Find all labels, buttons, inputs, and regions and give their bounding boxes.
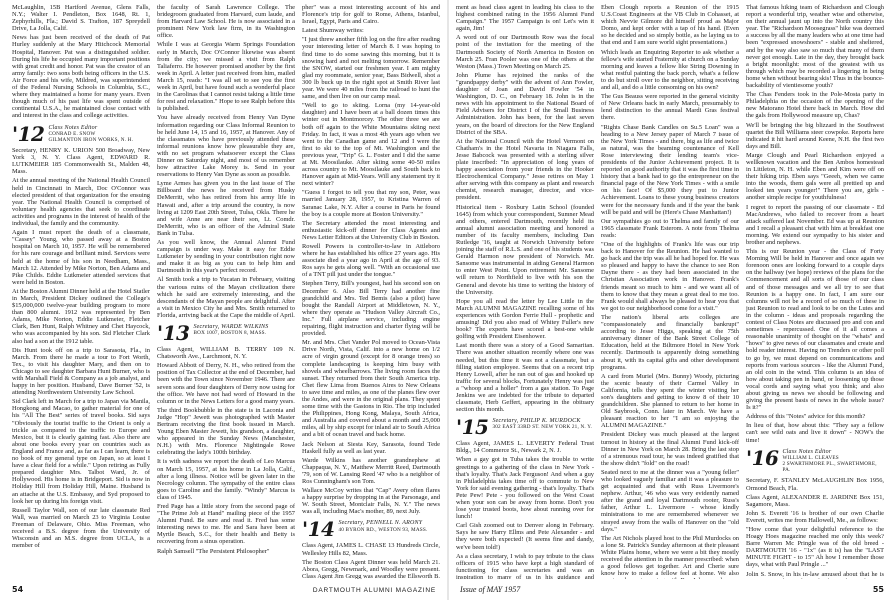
page-number: 55 (872, 585, 884, 594)
class-header-1916 (746, 445, 884, 474)
paragraph: At the National Council with the Hotel Vermont on Chatham's in the Hotel Navaria in Niagara Falls, Jesse Babcock was presented with a sterling silver plate inscribed: "In appreciation of long years of happy association from your friends in the Hooker Electrochemical Company." Jesse retires on May 1 after serving with this company as plant and research chemist, research manager, director, and vice-president. (456, 137, 594, 202)
class-officers: Secretary, PENNELL N. ARONY 40 BYRON RD., WESTON 93, MASS. (338, 520, 428, 533)
left-col-1 (12, 4, 150, 579)
paragraph: pher" was a most interesting account of his and Florence's trip for golf to Rome, Athens, Istanbul, Israel, Egypt, Paris and Cairo. (302, 4, 440, 26)
paragraph: The Art Nichols played host to the Phil Murdocks on a lone St. Patrick's Sunday afternoon at their pleasant White Plains home, where we were a bit they mostly received the attention in the manner prescribed: when a good fellows get together. Art and Cherie sure know how to make a fellow feel at home. We also (601, 534, 739, 578)
right-columns (456, 4, 884, 579)
paragraph: Again I must report the death of a classmate, "Cassey" Young, who passed away at a Boston hospital on March 10, 1957. He will be remembered for his rare courage and brilliant mind. Services were held at the home of his son in Needham, Mass., March 12. Attended by Mike Norton, Ben Adams and Pike Childs. Eddie Lutkmeier attended services that were held in Boston. (12, 229, 150, 286)
class-year: '14 (302, 517, 335, 542)
paragraph: As you well know, the Annual Alumni Fund campaign is under way. Make it easy for Eddie Lutkmeier by sending in your contribution right now and make it as big as you can to help him and Dartmouth in this year's perfect record. (157, 239, 295, 275)
paragraph: Dis Hunt took off on a trip to Sarasota, Fla., in March. From there he made a tour to Fort Worth, Tex., to visit his daughter Mary, and then on to Chicago to see daughter Barbara Hunt Burner, who is with Marshall Field & Company as a job analyst, and happy in her position. Husband, Dave Burner '52, is attending Northwestern University Law School. (12, 346, 150, 397)
paragraph: the faculty of Sarah Lawrence College. The bridegroom graduated from Harvard, cum laude, and from Harvard Law School. He is now associated in a prominent New York law firm, in its Washington office. (157, 4, 295, 40)
paragraph: Russell Taylor Wall, son of our late classmate Red Wall, was married on March 23 to Virginia Louise Freeman of Delaware, Ohio. Miss Freeman, who received a B.S. degree from the University of Wisconsin and an M.S. degree from UCLA, is a member of (12, 506, 150, 550)
paragraph: Historical item - Roxbury Latin School (founded 1645) from which your correspondent, Sumner Mead and others, entered Dartmouth, recently held its annual alumni association meeting and honored a number of its faculty members, including Dan Rutledge '16, taught at Norwich University before joining the staff of R.L.S. and one of his students was Gerald Harmon now president of Norwich. Mr. Sansome was instrumental in aiding General Harmon to enter West Point. Upon retirement Mr. Sansome will return to Northfield to live with his son the General and devote his time to writing the history of the University. (456, 203, 594, 296)
paragraph: At the Boston Alumni Dinner held at the Hotel Statler in March, President Dickey outlined the College's $15,000,000 twelve-year building program to more than 800 alumni. 1912 was represented by Ben Adams, Mike Norton, Eddie Lutkmeier, Fletcher Clark, Ben Hunt, Ralph Whitney and Chet Haycock, who was accompanied by his son. Sid Fletcher Clark also had a son at the 1912 table. (12, 287, 150, 345)
paragraph: "Guess I forgot to tell you that my son, Peter, was married January 28, 1957, to Kristina Warren of Saranac Lake, N.Y. After a course in Paris he found the boy is a couple more at Boston University." (302, 189, 440, 218)
paragraph: Rowell Powers is controller-to-law in Attleboro where he has established his office 27 years ago. His associate died a year ago in April at the age of 93. Ros says he gets along well. "With an occasional use of a TNT pill just under the tongue." (302, 243, 440, 279)
paragraph: Carl Gish zoomed out to Denver along in February. Says he saw Harry Ellms and Pete Alexander - and they were both expected! (It seems fine and dandy, we've been told!) (456, 522, 594, 551)
class-officers: Secretary, WARDE WILKINS BOX 1007, BOSTON 8, MASS. (193, 324, 269, 337)
class-year: '12 (12, 121, 45, 146)
paragraph: "How come that your delightful reference to the Hoagy Hoes magazine reached me only this week? Barre Warren Mc Pringle was of the old breed - DARTMOUTH '16 - "1x" (as it is) has the "LAST MINUTE FIGHT - to 15" Ah how I remember those days, what with Paul Pringle ..." (746, 526, 884, 569)
paragraph: Which leads an Enquiring Reporter to ask whether a fellow's wife started Fraternity at church on a Sunday morning and leaves a fellow like String Downing in what restful painting the back porch, what's a fellow to do but stroll over to the neighbor, sitting receiving and all, and do a little consoming on his own? (601, 48, 739, 92)
paragraph: "Well to go to skiing. Lorna (my 14-year-old daughter) and I have been at a ball dozen times this winter out in Montmorcey. The other three we are both off again to the White Mountains skiing next Friday. In fact, it was a most 4th years ago when we went to the Canadian game and 12 and I were the first to ski to the top of Mt. Washington and the previous year, "Trip" G. L. Foster and I did the same at Mt. Moosilauke. After skiing some 40-50 miles across country to Mt. Moosilauke and South back to Hanover again at Mid-Years. Will any statement try it next winter? (302, 102, 440, 188)
class-officers: Class Notes Editor WILLIAM L. CLEAVES 2 SWARTHMORE PL., SWARTHMORE, PA. (782, 448, 877, 474)
secretary-block: Secretary, F. STANLEY McLAUGHLIN Box 1956, Ormond Beach, Fla. (746, 477, 884, 492)
class-header-1915 (456, 415, 594, 440)
paragraph: John Plume has rejoined the ranks of the "grandpappy derby" with the advent of Ann Fowler, daughter of Joan and David Fowler '54 in Washington, D. C., on February 18. John is in the news with his appointment to the National Board of Field Advisers for District I of the Small Business Administration. John has been, for the last seven years, on the board of directors for the New England District of the SBA. (456, 71, 594, 136)
right-col-2 (601, 4, 739, 579)
paragraph: Mr. and Mrs. Chet Vander Pol moved to Ocean-Vista Drive North, Vista, Calif. into a new home on 1/2 acre of virgin ground (except for 8 orange trees) so complete landscaping is keeping him busy with shovels and wheelbarrows. The living room faces the sunset. They returned from their South America trip. Chet flew Lima from Buenos Aires to New Orleans to save time and miles, as one of the planes flew over the Andes, and were in the original plans. They spent some time with the Gastons in Rio. The trip included the Philippines, Hong Kong, Malaya, South Africa, and Australia and covered about a month and 25,000 miles, all by ship except for inland air to South Africa and a bit of ocean travel and back home. (302, 339, 440, 439)
paragraph: As a class secretary, I wish to pay tribute to the class officers of 1915 who have kept a high standard of functioning for class secretaries and was an inspiration to many of us in his guidance and (456, 552, 594, 579)
paragraph: "I just threw another fifth log on the fire after reading your interesting letter of March 8. I was hoping to find time to do some sawing this morning, but it is snowing hard and not melting tomorrow. Remember the SNOW, started our freshmen year. I am mighty glad my roommate, senior year, Bass Bidwell, shot a 300 lb buck up in the right spot at Smith River last year. We were 40 miles from the railroad to hunt the same, and then live on our camp meal. (302, 36, 440, 101)
paragraph: Jolin S. Snow, in his in-law amused about that he is (746, 570, 884, 578)
paragraph: Warde Wilkins has another grandnephew at Chappaqua, N. Y., Matthew Merritt Reed, Dartmouth '79, son of W. Lansing Reed '47 who is a neighbor of Ros Cunningham's son Tom. (302, 456, 440, 485)
left-footer (12, 585, 436, 594)
magazine-title: DARTMOUTH ALUMNI MAGAZINE (312, 587, 436, 594)
left-col-2 (157, 4, 295, 579)
paragraph: I regret to report the passing of our classmate - Ed MacAndrews, who failed to recover from a heart attack suffered last November. Ed was up at Reunion and I recall a pleasant chat with him at breakfast one morning. We extend our sympathy to his sister and brother and nephews. (746, 203, 884, 246)
paragraph: When a gay got in Tuba takes the trouble to write greetings to a gathering of the class in New York - that's loyalty. That's Jack Ferguson! And when a guy in Philadelphia takes time off to commute to New York for said evening gathering - that's loyalty. That's Pete Pew! Pete - you followed on the West Coast when your son can be away from home. Don't you lose your trusted boots, how about running over for lunch! (456, 456, 594, 521)
paragraph: The Chas Fenders took in the Pole-Mosta party in Philadelphia on the occasion of the opening of the new Matorano Hotel there back in March. How did the gals from Hollywood measure up, Chas? (746, 91, 884, 120)
class-year: '15 (456, 415, 489, 440)
paragraph: Al Smith took a trip to Yucatan in February, visiting the various ruins of the Mayan civilization there which he said are extremely interesting, and the descendants of the Mayan people are delightful. After a visit in Mexico City he and Mrs. Smith returned to Florida, arriving back at the Cape the middle of April. (157, 276, 295, 319)
paragraph: News has just been received of the death of Pat Hurley suddenly at the Mary Hitchcock Memorial Hospital, Hanover. Pat was a distinguished soldier. During his life he occupied many important positions with great credit and honor. Pat was the creator of an army family: two sons both being officers in the U.S. Air Force and his wife, Mildred, was superintendent of the Federal Nursing Schools in Columbia, S.C., where they maintained a home for many years. Even though much of his past life was spent outside of continental U.S.A., he maintained close contact with and interest in the class and college activities. (12, 34, 150, 120)
right-page (448, 0, 896, 600)
paragraph: President Dickey was much pleased at the largest turnout in history at the final Alumni Fund kick-off Dinner in New York on March 28. Bring the last stop of a strenuous road tour, he was indeed gratified that the show didn't "fold" on the road! (601, 431, 739, 467)
paragraph: Wallace McCoy writes that "Cap" Avery often flares a happy surprise by dropping in at the Parsonage, and W. South Street, Montclair Falls, N. Y." The news was all, including Mac's mother, 89, next July. (302, 487, 440, 516)
paragraph: Ralph Samsell "The Persistent Philosopher" (157, 547, 270, 555)
paragraph: John S. Everett '16 is brother of our own Charlie Everett, writes me from Hallowell, Me., as follows: (746, 509, 884, 524)
class-header-1913 (157, 321, 295, 346)
paragraph: It is with sadness we report the death of Leo Marcus on March 15, 1957, at his home in La Jolla, Calif., after a long illness. Notice will be given later in the Necrology column. The sympathy of the entire class goes to Caroline and the family. "Windy" Marcus is class of 1945. (157, 458, 295, 501)
paragraph: Our sympathies go out to Thelma and family of our 1965 classmate Frank Esterom. A note from Thelma reads: (601, 217, 739, 239)
paragraph: A word out of our Dartmouth Row was the focal point of the invitation for the meeting of the Dartmouth Society of North America in Boston on March 25. Fran Pooler was one of the others at the Weston (Mass.) Town Meeting on March 25. (456, 34, 594, 70)
class-officers: Secretary, PHILIP K. MURDOCK 302 EAST 33RD ST. NEW YORK 21, N. Y. (492, 418, 592, 431)
paragraph: The nation's liberal arts colleges are "compassionately and financially bankrupt" according to Jesse Higgs, speaking at the 75th anniversary dinner of the Bank Street College of Education, held at the Biltmore Hotel in New York recently. Dartmouth is apparently doing something about it, with its capital gifts and other development programs. (601, 313, 739, 371)
paragraph: This is our Reunion year - the Class of Forty Morning Will be held in Hanover and once again we forenoon ones are looking forward to a couple days on the hallway (we hope) reviews of the plans for the Commencement and all sorts of those of our class and of those messages and we all try to see that Reunion is a happy one. In fact, I am sure our columns will not be a record of so much of these in just Reunion to read and look to be on the Lutes and in the column - ideas and proposals regarding the contest of Class Notes are discussed pro and con and sometimes - repercussed. One of it all comes a reasonable unanimity of thought on the "whats" and "hows" to give news of our classmates and create and hold reader interest. Having no Trenders or other poll to go by, we must depend on communications and reports from various sources - like the Alumni Fund, an old coin in the wind. This column is an idea of how about taking pen in hand, or loosening up those vocal cords and saying what you think; and also about giving us news we should be following and giving the present basis of news in the whole issue? Is it?" (746, 248, 884, 412)
paragraph: McLaughlin, 15B Hartford Avenue, Glens Falls, N.Y.; Walter I. Pendleton, Box 1648, Rt. 1, Zephyrhills, Fla.; David S. Trafton, 187 Spreydell Drive, La Jolla, Calif. (12, 4, 150, 33)
paragraph: Fred Page has a little story from the second page of "The Prime Job at Hand" mailing piece of the 1957 Alumni Fund. Be sure and read it. Fred has some interesting news to me. He and Sara have been at Myrtle Beach, S.C., for their health and Betty is recovering from a sinus operation. (157, 503, 295, 546)
paragraph: The Boston Class Agent Dinner was held March 21. Abora, Gregg, Newmark, and Woodley were present. Class Agent Jim Gregg was awarded the Ellsworth B. (302, 558, 440, 579)
class-header-1912 (12, 121, 150, 146)
paragraph: At the annual meeting of the National Health Council held in Cincinnati in March, Doc O'Connor was elected president of that organization for the ensuing year. The National Health Council is comprised of voluntary health agencies that seek to coordinate activities and programs in the interest of health of the individual, the family and the community. (12, 177, 150, 228)
paragraph: Sid Clark left in March for a trip to Japan via Manila, Hongkong and Macao, to gather material for one of his "All The Best" series of travel books. Sid says "Obviously the tourist traffic to the Orient is only a trickle as compared to the traffic to Europe and Mexico, but it is clearly gaining fast. Also there are about one books every year on countries such as England and France and, as far as I can learn, there is no book of my general type on Japan, so at least I have a clear field for a while." Upon retiring as Fully prepared daughter Mrs. Talbot Ward, Jr. of Hollywood. His home is in Bridgeport. Sid is now in Holiday Hill from Holiday Hill, Maine. Husband is an attache at the U.S. Embassy, and Syd proposed to look her up during his foreign visit. (12, 398, 150, 505)
paragraph: The Gus Beauss were reported in the general vicinity of New Orleans back in early March, presumably to lend distinction to the annual Mardi Gras festival there. (601, 93, 739, 122)
paragraph: "Rights Chase Bank Candles on Su.5 Loan" was a heading to a New Jersey paper of March 7 issue of the New York Times - and there, big as life and twice as natural, was the beaming countenance of Kell Rose interviewing their lending team's vice-presidents of the Junior Achievement project. It is reported on good authority that it was the first time in history that a bank had to go the entrepreneur on the financial page of the New York Times - with a smile on his face! Of $5,000 they put to Junior Achievement. Loans to these young business creators were for the necessary funds and if the year the bank will be paid and will be (Here's Chase Manhattan!) (601, 123, 739, 216)
secretary-block: Secretary, HENRY K. URION 500 Broadway, New York 3, N. Y. Class Agent, EDWARD R. LUTKMEIER 185 Commonwealth St., Malden 48, Mass. (12, 147, 150, 176)
paragraph: "One of the highlights of Frank's life was our trip back to Hanover for the Reunion. He had wanted to go back and the trip was all he had hoped for. He was so pleased and happy to have the chance to see Ron Dayne there - as they had been associated in the Christian Association work in Hanover. Frank's friends meant so much to him - and we want all of them to know that they mean a great deal to me too. Frank would shall always be pleased to hear you that we got to our neighborhood come for a visit." (601, 241, 739, 312)
paragraph: The Secretary attended the most interesting and enthusiastic kick-off dinner for Class Agents and News Letter Editors at the University Club in Boston. (302, 219, 440, 241)
paragraph: Eben Clough reports a Reunion of the 1915 U.S.Coast Engineers at the VB Club in Cohasset, at which Nevvie Gilmore did himself proud as Major Domo, and kept order with a tap of his hand. (Even so he decided and so simply bottle, as he laying us to that end and I am sure world sight presentations.) (601, 4, 739, 47)
class-year: '13 (157, 321, 190, 346)
paragraph: ment as head class agent in leading his class to the highest combined rating in the 1956 Alumni Fund Campaign." The 1957 Campaign is on! Let's win it again, Jim! (456, 4, 594, 33)
paragraph: You have already received from Henry Van Dyne information regarding our Class Informal Reunion to be held June 14, 15 and 16, 1957, at Hanover. Any of the classmates who have previously attended these informal reunions know how pleasurable they are, with no set program whatsoever except the Class Dinner on Saturday night, and most of us remember how attractive Lake Morey is. Send in your reservations to Henry Van Dyne as soon as possible. (157, 114, 295, 179)
paragraph: Latest Shumway writes: (302, 27, 364, 35)
class-year: '16 (746, 445, 779, 470)
class-header-1914 (302, 517, 440, 542)
paragraph: While I was at Georgia Warm Springs Foundation early in March, Doc O'Connor likewise was absent from the city; we missed a visit from Ralph Taliaferro. He however promised another by the first week in April. A letter just received from him, mailed March 15, reads: "I was all set to see you the first week in April, but have found such a wonderful place in the Carolinas that I cannot resist taking a little time for rest and relaxation." Hope to see Ralph before this is published. (157, 41, 295, 113)
issue-label: Issue of MAY 1957 (460, 585, 521, 594)
paragraph: We'll be bringing the big blizzard in the Southwest quartet the Bill Williams steer cowpoke. Reports here indicated it hit hard around Keene, N.H. the first two days and Bill. (746, 121, 884, 150)
right-footer (460, 585, 884, 594)
paragraph: Last month there was a story of a Good Samaritan. There was another situation recently where one was needed, but this time it was not a classmate, but a filling station employee. Seems that on a recent trip Henry Lowell, after he ran out of gas and hooked up traffic for several blocks, Fortunately Henry was just a "whoop and a holler" from a gas station. To Page Jenkins we are indebted for the tribute to departed classmate, Herb Geffert, appearing in the obituary section this month. (456, 342, 594, 414)
paragraph: Jack Nelson at Siesta Key, Sarasota, found Tede Haskell fully as well as last year. (302, 440, 440, 455)
paragraph: Howard Abbott of Derry, N. H., who retired from the position of Tax Collector at the end of December, had been with the Town since November 1946. There are seven sons and four daughters of Derry now using for the office. We have not had word of Howard in the column or in the News Letters for a good many years. (157, 362, 295, 405)
paragraph: Lyme Armes has given you in the last issue of The Billboard the news he received from Husky DeMerritt, who has retired from his army life in Hawaii and, after a trip around the country, is now living at 1209 East 20th Street, Tulsa, Okla. There he and wife Anne are near their son, Lt. Comdr. DeMerritt, who is an officer of the Admiral State Bank in Tulsa. (157, 180, 295, 237)
paragraph: A card from Muriel (Mrs. Bunny) Woody, picturing the scenic beauty of their Carmel Valley in California, tells they spent the winter visiting her son's daughters and getting to know 8 of their 10 grandchildren. She planned to return to her home in Old Saybrook, Conn. later in March. We have a pleasant reaction to her "I am so enjoying the ALUMNI MAGAZINE." (601, 372, 739, 430)
agent-block: Class Agent, ALEXANDER E. JARDINE Box 151, Sagamore, Mass. (746, 493, 884, 508)
paragraph: The third Bookbubble in the state is in Laconia and Judge "Hop" Jewett was photographed with Master Bertram receiving the first book issued in March. Young Eben Master Jewett, his grandson, a daughter, who appeared in the Sunday News (Manchester, N.H.) with Mrs. Florence Nightingale Rowe celebrating the lady's 100th birthday. (157, 406, 295, 457)
paragraph: Hope you all read the letter by Lee Little in the March ALUMNI MAGAZINE recalling some of his experiences with Gordon Ferrie Hull - prophetic and amusing! Did you also read of Whitey Fuller's new book? The experts have scored a best-one while golfing with President Eisenhower. (456, 297, 594, 341)
right-col-3 (746, 4, 884, 579)
agent-block: Class Agent, WILLIAM B. TERRY 109 N. Chatsworth Ave., Larchmont, N. Y. (157, 346, 295, 361)
paragraph: In lieu of that, how about this: "They say a fellow can't see wild oats and live it down" - NOW's the time! (746, 422, 884, 444)
paragraph: Address of this "Notes" advice for this month? (746, 413, 866, 421)
agent-block: Class Agent, JAMES L. LEVERTY Federal Trust Bldg., 14 Commerce St., Newark 2, N. J. (456, 440, 594, 455)
agent-block: Class Agent, JAMES L. CHASE 13 Hundreds Circle, Wellesley Hills 82, Mass. (302, 542, 440, 557)
paragraph: Stephen Terry, Bill's youngest, had his second son on December 6. Also Bill Terry had another fine grandchild and Mrs. Ted Bemis (also a pilot) have bought the Randall Airport at Middletown, N. Y., where they operate as "Hudson Valley Aircraft Co., Inc." Full airplane service, including engine repairing, flight instruction and charter flying will be provided. (302, 280, 440, 338)
paragraph: Seated next to me at the dinner was a "young feller" who looked vaguely familiar and it was a pleasure to get acquainted and that with Russ Livermore's nephew. Arthur, '46 who was very evidently named after the grand and loyal Dartmouth rooter, Russ's father, Arthur L. Livermore - whose kindly ministrations to me are remembered whenever we strayed away from the walls of Hanover on the "old days." (601, 468, 739, 533)
page-number: 54 (12, 585, 24, 594)
right-col-1 (456, 4, 594, 579)
paragraph: That famous hiking team of Richardson and Clough report a wonderful trip, weather wise and otherwise, on their annual jaunt up into the North country this year. The "Richardson Moosegrass" hike was deemed a success by all the many leaders who at one time had been "expressed snowshoers" - stable and sheltered, and by the way also saw so much that many of them never got enough. Late in the day, they brought back a bright moonlight: most of the greatest with us through which may be recorded a lingering in being home when without bearing skis! Thus in the bounce-backability of vientiesome youth? (746, 4, 884, 90)
class-officers: Class Notes Editor CONRAD E. SNOW GILMANTON IRON WORKS, N. H. (48, 124, 134, 143)
left-col-3 (302, 4, 440, 579)
left-columns (12, 4, 440, 579)
paragraph: Marge Clough and Pearl Richardson enjoyed a wellknown vacation and the Ben Ambos homestead in Littleton, N. H. while Eben and Kim were off on their hiking trip. Eben says "Geeeh, when we came into the woods, them gals were all prettied up and looked ten years younger!" There you are, girls - another simple recipe for youthfulness! (746, 151, 884, 202)
